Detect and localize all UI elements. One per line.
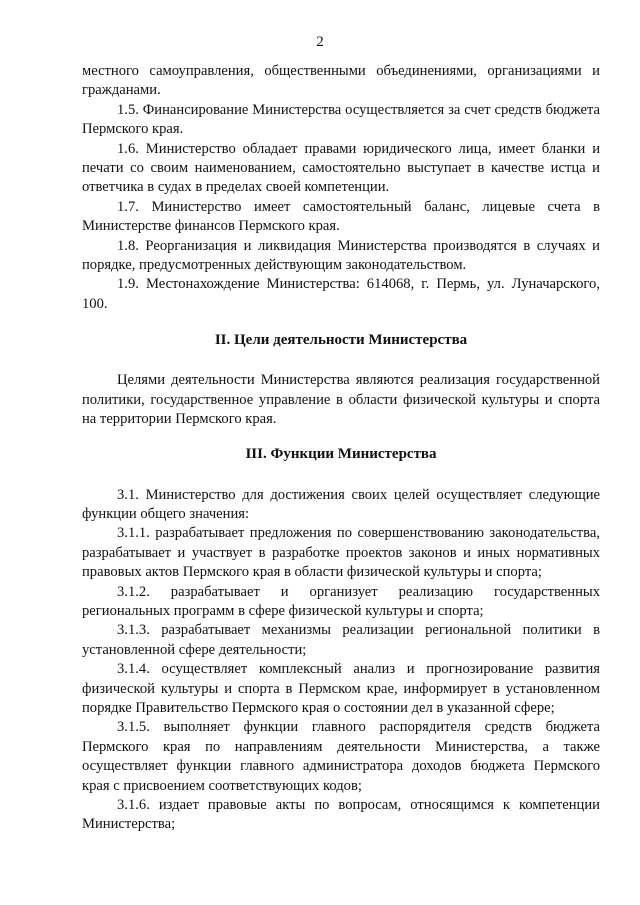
paragraph-3-1-4: 3.1.4. осуществляет комплексный анализ и прогнозирование развития физической культуры и спорта в Пермском крае, информирует в установленном порядке Правительство Пермского края о состоянии дел в указанной сфере; [82,661,600,716]
document-body [82,62,600,835]
paragraph-3-1-6: 3.1.6. издает правовые акты по вопросам, относящимся к компетенции Министерства; [82,797,600,833]
paragraph-1-7: 1.7. Министерство имеет самостоятельный баланс, лицевые счета в Министерстве финансов Пермского края. [82,198,600,235]
paragraph-1-9: 1.9. Местонахождение Министерства: 614068, г. Пермь, ул. Луначарского, 100. [82,276,600,312]
page-number: 2 [316,34,324,50]
section-3-heading: III. Функции Министерства [245,445,437,462]
paragraph-3-1-5: 3.1.5. выполняет функции главного распорядителя средств бюджета Пермского края по направлениям деятельности Министерства, а также осуществляет функции главного администратора доходов бюджета Пермского края с присвоением соответствующих кодов; [82,719,600,794]
paragraph-3-1-2: 3.1.2. разрабатывает и организует реализацию государственных региональных программ в сфере физической культуры и спорта; [82,583,600,619]
section-2-paragraph: Целями деятельности Министерства являются реализация государственной политики, государственное управление в области физической культуры и спорта на территории Пермского края. [82,372,600,428]
paragraph-3-1-3: 3.1.3. разрабатывает механизмы реализации региональной политики в установленной сфере деятельности; [82,622,600,658]
section-2-heading: II. Цели деятельности Министерства [214,332,468,349]
paragraph-1-8: 1.8. Реорганизация и ликвидация Министерства производятся в случаях и порядке, предусмотренных действующим законодательством. [82,237,600,274]
paragraph-3-1: 3.1. Министерство для достижения своих целей осуществляет следующие функции общего значения: [82,486,600,522]
paragraph-3-1-1: 3.1.1. разрабатывает предложения по совершенствованию законодательства, разрабатывает и участвует в разработке проектов законов и иных нормативных правовых актов Пермского края в области физической культуры и спорта; [82,525,600,581]
paragraph-continuation: местного самоуправления, общественными объединениями, организациями и гражданами. [82,63,600,99]
paragraph-1-5: 1.5. Финансирование Министерства осуществляется за счет средств бюджета Пермского края. [82,101,600,138]
paragraph-1-6: 1.6. Министерство обладает правами юридического лица, имеет бланки и печати со своим наименованием, самостоятельно выступает в качестве истца и ответчика в судах в пределах своей компетенции. [82,140,600,196]
